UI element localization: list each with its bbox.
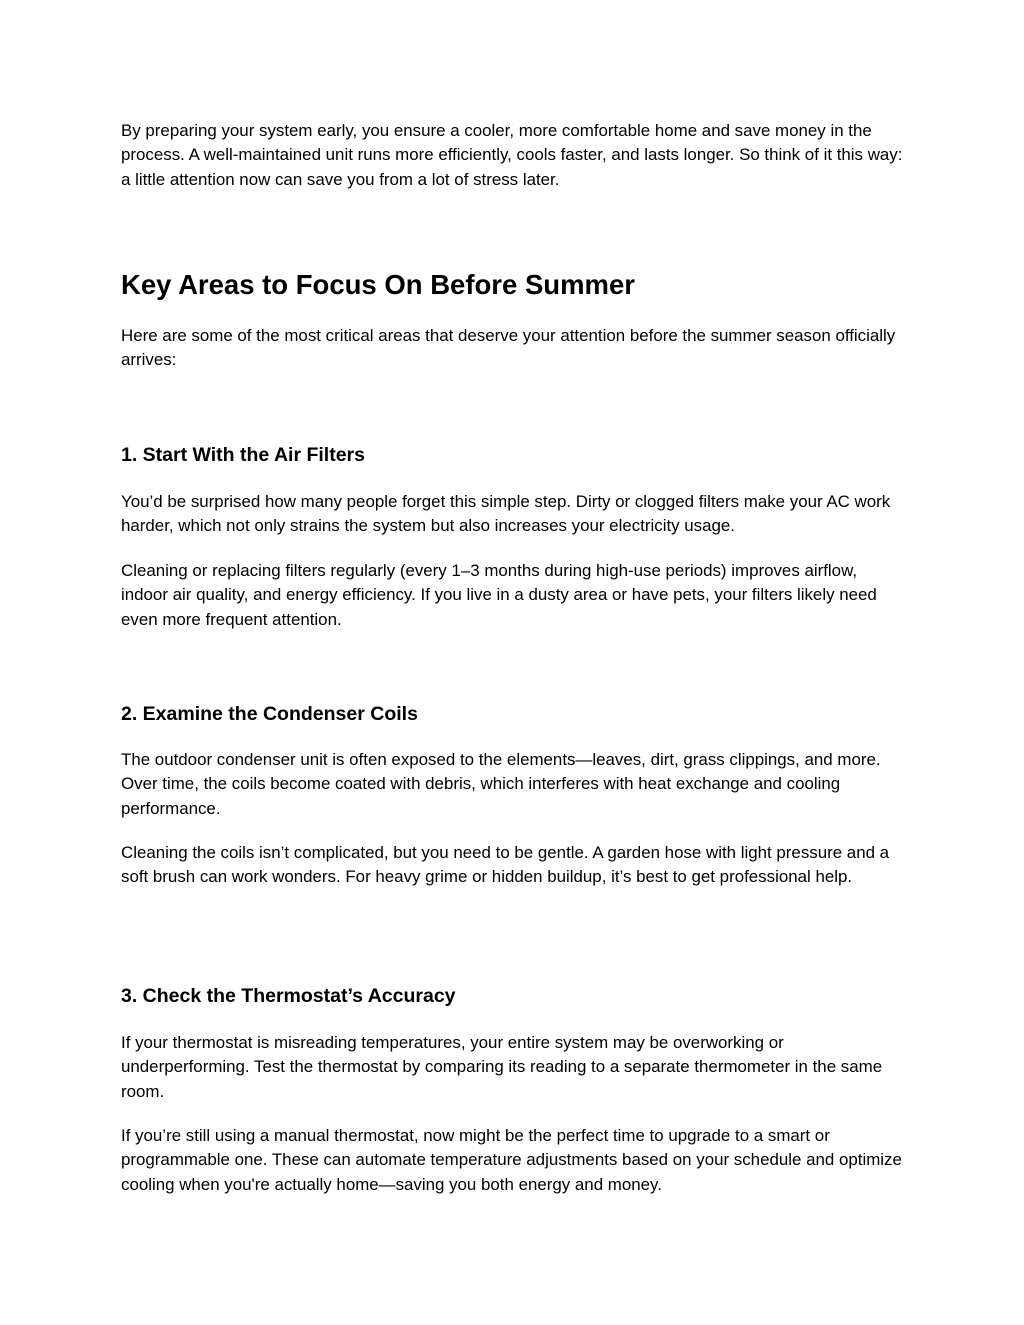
key-areas-paragraph: Here are some of the most critical areas that deserve your attention before the summer season officially arrives: <box>121 326 896 370</box>
intro-paragraph: By preparing your system early, you ensure a cooler, more comfortable home and save money in the process. A well-maintained unit runs more efficiently, cools faster, and lasts longer. So think of it this way: a little attention now can save you from a lot of stress later. <box>121 121 903 189</box>
section-3-heading: 3. Check the Thermostat’s Accuracy <box>121 985 456 1007</box>
section-2-paragraph-1: The outdoor condenser unit is often exposed to the elements—leaves, dirt, grass clippings, and more. Over time, the coils become coated with debris, which interferes with heat exchange and cooling performance. <box>121 750 881 818</box>
section-2-paragraph-2: Cleaning the coils isn’t complicated, but you need to be gentle. A garden hose with light pressure and a soft brush can work wonders. For heavy grime or hidden buildup, it’s best to get professional help. <box>121 843 890 887</box>
section-1-heading: 1. Start With the Air Filters <box>121 444 365 466</box>
section-1-paragraph-2: Cleaning or replacing filters regularly (every 1–3 months during high-use periods) improves airflow, indoor air quality, and energy efficiency. If you live in a dusty area or have pets, your filters likely need even more frequent attention. <box>121 561 877 629</box>
section-3-paragraph-2: If you’re still using a manual thermostat, now might be the perfect time to upgrade to a smart or programmable one. These can automate temperature adjustments based on your schedule and optimize cooling when you're actually home—saving you both energy and money. <box>121 1126 902 1194</box>
section-2-heading: 2. Examine the Condenser Coils <box>121 703 418 725</box>
key-areas-heading: Key Areas to Focus On Before Summer <box>121 269 635 300</box>
section-3-paragraph-1: If your thermostat is misreading temperatures, your entire system may be overworking or underperforming. Test the thermostat by comparing its reading to a separate thermometer in the same room. <box>121 1033 883 1101</box>
section-1-paragraph-1: You’d be surprised how many people forget this simple step. Dirty or clogged filters make your AC work harder, which not only strains the system but also increases your electricity usage. <box>121 492 891 536</box>
